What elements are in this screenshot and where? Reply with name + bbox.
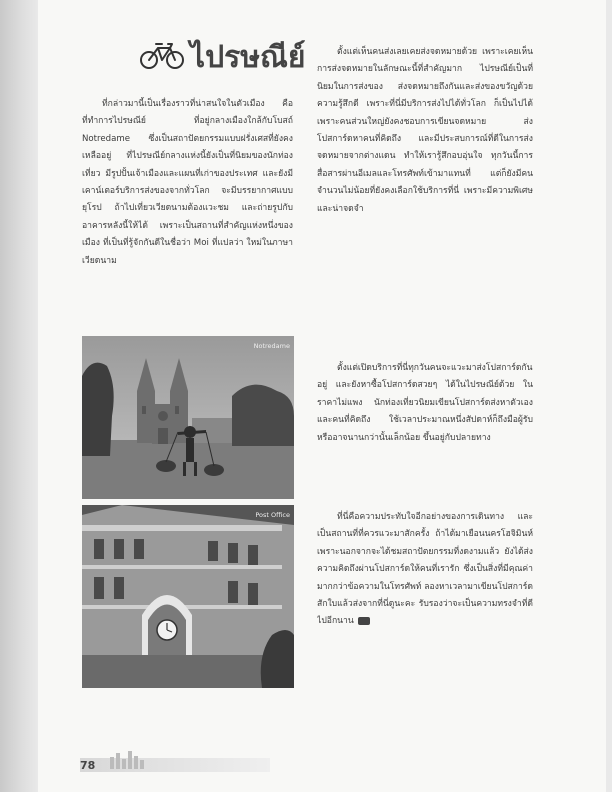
left-paragraph: ที่กล่าวมานี้เป็นเรื่องราวที่น่าสนใจในตัวเมือง คือที่ทำการไปรษณีย์ ที่อยู่กลางเมืองใกล้กับโบสถ์ Notredame ซึ่งเป็นสถาปัตยกรรมแบบฝรั่งเศสที่ยังคงเหลืออยู่ ที่ไปรษณีย์กลางแห่งนี้ยังเป็นที่นิยมของนักท่องเที่ยว มีรูปปั้นเจ้าเมืองและแผนที่เก่าของประเทศ และยังมีเคาน์เตอร์บริการส่งของจากทั่วโลก จะมีบรรยากาศแบบยุโรป ถ้าไปเที่ยวเวียดนามต้องแวะชม และถ่ายรูปกับอาคารหลังนี้ให้ได้ เพราะเป็นสถานที่สำคัญแห่งหนึ่งของเมือง ที่เป็นที่รู้จักกันดีในชื่อว่า Moi ที่แปลว่า ใหม่ในภาษาเวียดนาม [82,99,293,266]
cathedral-image [82,336,294,499]
right-column-text-bottom [317,509,533,674]
footer-pattern-icon [110,751,150,769]
page-gutter-shadow [0,0,38,792]
right-paragraph-3-text: ที่นี่คือความประทับใจอีกอย่างของการเดินทาง และเป็นสถานที่ที่ควรแวะมาสักครั้ง ถ้าได้มาเยือนนครโฮจิมินห์ เพราะนอกจากจะได้ชมสถาปัตยกรรมที่งดงามแล้ว ยังได้ส่งความคิดถึงผ่านโปสการ์ดให้คนที่เรารัก ซึ่งเป็นสิ่งที่มีคุณค่ามากกว่าข้อความในโทรศัพท์ ลองหาเวลามาเขียนโปสการ์ดสักใบแล้วส่งจากที่นี่ดูนะคะ รับรองว่าจะเป็นความทรงจำที่ดีไปอีกนาน [317,512,533,627]
post-office-image [82,505,294,688]
right-paragraph-1: ตั้งแต่เห็นคนส่งเลยเคยส่งจดหมายด้วย เพราะเคยเห็นการส่งจดหมายในลักษณะนี้ที่สำคัญมาก ไปรษณีย์เป็นที่นิยมในการส่งของ ส่งจดหมายถึงกันและส่งของขวัญด้วยความรู้สึกดี เพราะที่นี่มีบริการส่งไปได้ทั่วโลก ก็เป็นไปได้ เพราะคนส่วนใหญ่ยังคงชอบการเขียนจดหมาย ส่งโปสการ์ดหาคนที่คิดถึง และมีประสบการณ์ที่ดีในการส่งจดหมายจากต่างแดน ทำให้เรารู้สึกอบอุ่นใจ ทุกวันนี้การสื่อสารผ่านอีเมลและโทรศัพท์เข้ามาแทนที่ แต่ก็ยังมีคนจำนวนไม่น้อยที่ยังคงเลือกใช้บริการที่นี่ เพราะมีความพิเศษและน่าจดจำ [317,47,533,214]
right-column-text-top [317,44,533,354]
post-office-caption: Post Office [255,511,290,519]
right-column-text-middle [317,360,533,508]
page-number: 78 [80,759,96,772]
cathedral-photo [82,336,294,499]
bicycle-icon [140,40,184,70]
article-title: ไปรษณีย์ [190,40,306,75]
cathedral-caption: Notredame [253,342,290,350]
end-of-article-icon [358,617,370,625]
right-paragraph-2: ตั้งแต่เปิดบริการที่นี่ทุกวันคนจะแวะมาส่งโปสการ์ดกันอยู่ และยังหาซื้อโปสการ์ดสวยๆ ได้ในไปรษณีย์ด้วย ในราคาไม่แพง นักท่องเที่ยวนิยมเขียนโปสการ์ดส่งหาตัวเองและคนที่คิดถึง ใช้เวลาประมาณหนึ่งสัปดาห์ก็ถึงมือผู้รับ หรืออาจนานกว่านั้นเล็กน้อย ขึ้นอยู่กับปลายทาง [317,363,533,443]
footer-bar [80,758,270,772]
post-office-photo [82,505,294,688]
right-paragraph-3 [317,509,533,631]
